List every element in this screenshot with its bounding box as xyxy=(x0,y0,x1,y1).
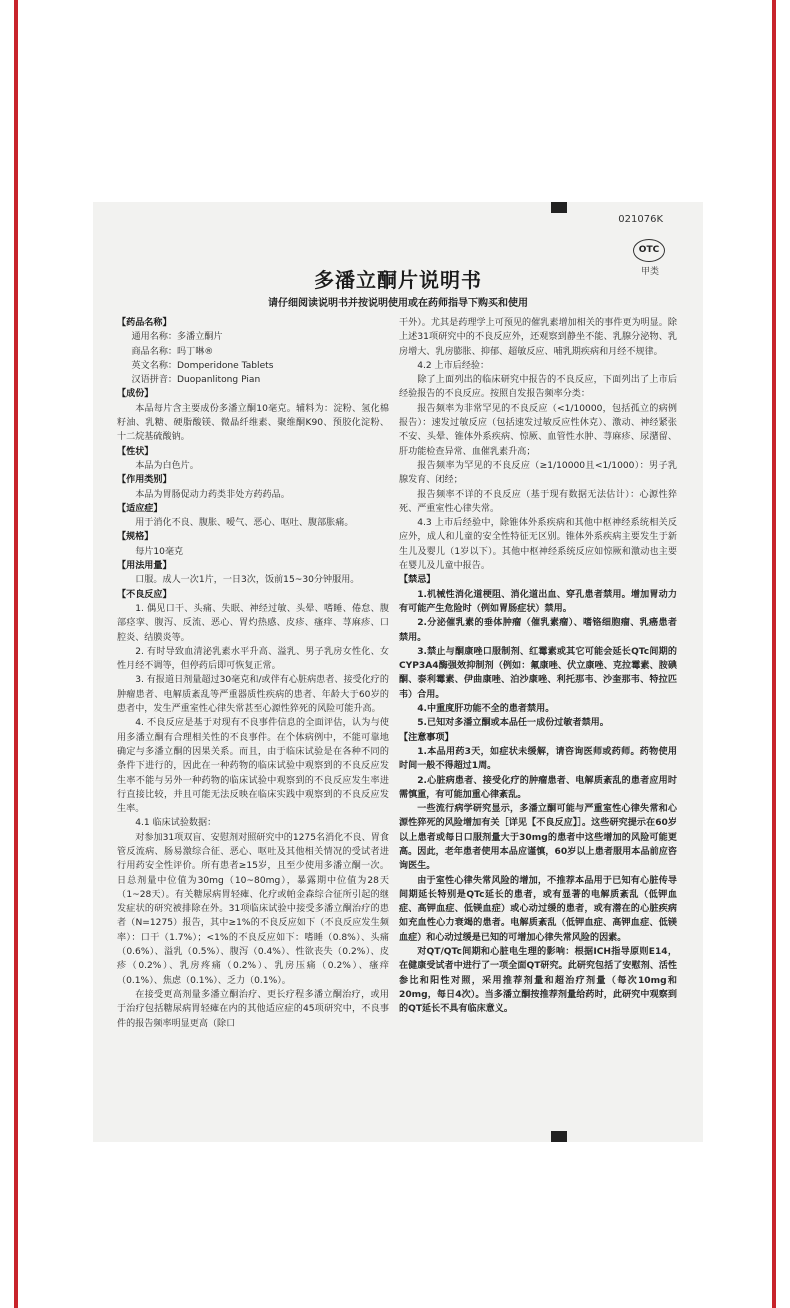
paragraph: 每片10毫克 xyxy=(135,546,184,557)
section-heading: 【禁忌】 xyxy=(399,575,436,586)
paragraph: 对参加31项双盲、安慰剂对照研究中的1275名消化不良、胃食管反流病、肠易激综合征、恶心、呕吐及其他相关情况的受试者进行用药安全性评价。所有患者≥15岁，且至少使用多潘立酮一次。日总剂量中位值为30mg（10~80mg），暴露期中位值为28天（1~28天）。有关糖尿病胃轻瘫、化疗或帕金森综合征所引起的继发症状的研究被排除在外。31项临床试验中接受多潘立酮治疗的患者（N=1275）报告，其中≥1%的不良反应如下（不良反应发生频率）：口干（1.7%）；<1%的不良反应如下：嗜睡（0.8%）、头痛（0.6%）、溢乳（0.5%）、腹泻（0.4%）、性欲丧失（0.2%）、皮疹（0.2%）、乳房疼痛（0.2%）、乳房压痛（0.2%）、瘙痒（0.1%）、焦虑（0.1%）、乏力（0.1%）。 xyxy=(117,832,389,986)
paragraph: 英文名称：Domperidone Tablets xyxy=(131,360,274,371)
paragraph: 4. 不良反应是基于对现有不良事件信息的全面评估，认为与使用多潘立酮有合理相关性的不良事件。在个体病例中，不能可靠地确定与多潘立酮的因果关系。而且，由于临床试验是在各种不同的条件下进行的，因此在一种药物的临床试验中观察到的不良反应发生率不能与另外一种药物的临床试验中观察到的不良反应发生率进行直接比较，并且可能无法反映在临床实践中观察到的不良反应发生率。 xyxy=(117,718,389,815)
section-heading: 【用法用量】 xyxy=(117,561,172,572)
leaflet-sheet xyxy=(93,202,703,1142)
left-red-border xyxy=(14,0,18,1308)
paragraph: 通用名称：多潘立酮片 xyxy=(131,332,223,343)
paragraph: 本品为白色片。 xyxy=(135,460,199,471)
paragraph: 在接受更高剂量多潘立酮治疗、更长疗程多潘立酮治疗，或用于治疗包括糖尿病胃轻瘫在内的其他适应症的45项研究中，不良事件的报告频率明显更高（除口 xyxy=(117,989,389,1029)
bottom-register-mark xyxy=(551,1131,567,1142)
paragraph: 由于室性心律失常风险的增加，不推荐本品用于已知有心脏传导间期延长特别是QTc延长的患者，或有显著的电解质紊乱（低钾血症、高钾血症、低镁血症）或心动过缓的患者，或有潜在的心脏疾病如充血性心力衰竭的患者。电解质紊乱（低钾血症、高钾血症、低镁血症）和心动过缓是已知的可增加心律失常风险的因素。 xyxy=(399,875,677,943)
paragraph: 本品每片含主要成份多潘立酮10毫克。辅料为：淀粉、氢化棉籽油、乳糖、硬脂酸镁、微晶纤维素、聚维酮K90、预胶化淀粉、十二烷基硫酸钠。 xyxy=(117,403,389,443)
section-heading: 【不良反应】 xyxy=(117,589,172,600)
section-heading: 【适应症】 xyxy=(117,503,163,514)
section-heading: 【作用类别】 xyxy=(117,475,172,486)
otc-class-label: 甲类 xyxy=(641,267,660,277)
paragraph: 除了上面列出的临床研究中报告的不良反应，下面列出了上市后经验报告的不良反应。按照自发报告频率分类： xyxy=(399,375,677,400)
top-register-mark xyxy=(551,202,567,213)
paragraph: 报告频率为非常罕见的不良反应（<1/10000，包括孤立的病例报告）：速发过敏反应（包括速发过敏反应性休克）、激动、神经紧张不安、头晕、锥体外系疾病、惊厥、血管性水肿、荨麻疹、尿潴留、肝功能检查异常、血催乳素升高； xyxy=(399,403,677,457)
paragraph: 1. 偶见口干、头痛、失眠、神经过敏、头晕、嗜睡、倦怠、腹部痉挛、腹泻、反流、恶心、胃灼热感、皮疹、瘙痒、荨麻疹、口腔炎、结膜炎等。 xyxy=(117,603,389,643)
paragraph: 2.心脏病患者、接受化疗的肿瘤患者、电解质紊乱的患者应用时需慎重，有可能加重心律紊乱。 xyxy=(399,775,677,800)
paragraph: 2.分泌催乳素的垂体肿瘤（催乳素瘤）、嗜铬细胞瘤、乳癌患者禁用。 xyxy=(399,618,677,643)
paragraph: 2. 有时导致血清泌乳素水平升高、溢乳、男子乳房女性化、女性月经不调等，但停药后即可恢复正常。 xyxy=(117,646,389,672)
paragraph: 汉语拼音：Duopanlitong Pian xyxy=(131,375,261,386)
section-heading: 【成份】 xyxy=(117,389,154,400)
paragraph: 4.中重度肝功能不全的患者禁用。 xyxy=(417,704,555,715)
paragraph: 口服。成人一次1片，一日3次，饭前15~30分钟服用。 xyxy=(135,575,360,586)
page-subtitle: 请仔细阅读说明书并按说明使用或在药师指导下购买和使用 xyxy=(268,298,528,309)
paragraph: 报告频率不详的不良反应（基于现有数据无法估计）：心源性猝死、严重室性心律失常。 xyxy=(399,489,677,514)
section-heading: 【规格】 xyxy=(117,532,154,543)
paragraph: 1.机械性消化道梗阻、消化道出血、穿孔患者禁用。增加胃动力有可能产生危险时（例如胃肠症状）禁用。 xyxy=(399,589,677,614)
paragraph: 3. 有报道日剂量超过30毫克和/或伴有心脏病患者、接受化疗的肿瘤患者、电解质紊乱等严重器质性疾病的患者、年龄大于60岁的患者中，发生严重室性心律失常甚至心源性猝死的风险可能升高。 xyxy=(117,675,389,715)
paragraph: 1.本品用药3天，如症状未缓解，请咨询医师或药师。药物使用时间一般不得超过1周。 xyxy=(399,746,677,772)
paragraph: 4.2 上市后经验： xyxy=(417,360,490,371)
paragraph: 一些流行病学研究显示，多潘立酮可能与严重室性心律失常和心源性猝死的风险增加有关［详见【不良反应】］。这些研究提示在60岁以上患者或每日口服剂量大于30mg的患者中这些增加的风险可能更高。因此，老年患者使用本品应谨慎，60岁以上患者服用本品前应咨询医生。 xyxy=(399,804,677,872)
paragraph: 用于消化不良、腹胀、嗳气、恶心、呕吐、腹部胀痛。 xyxy=(135,518,354,529)
section-heading: 【注意事项】 xyxy=(399,732,454,743)
right-red-border xyxy=(772,0,776,1308)
paragraph: 4.3 上市后经验中，除锥体外系疾病和其他中枢神经系统相关反应外，成人和儿童的安全性特征无区别。锥体外系疾病主要发生于新生儿及婴儿（1岁以下）。其他中枢神经系统反应如惊厥和激动也主要在婴儿及儿童中报告。 xyxy=(399,518,677,572)
document-code: 021076K xyxy=(618,214,663,225)
page-title: 多潘立酮片说明书 xyxy=(314,268,482,292)
otc-badge: OTC xyxy=(633,239,665,262)
left-column xyxy=(117,316,389,1031)
paragraph: 本品为胃肠促动力药类非处方药药品。 xyxy=(135,489,290,500)
paragraph: 商品名称：吗丁啉® xyxy=(131,346,214,357)
paragraph: 报告频率为罕见的不良反应（≥1/10000且<1/1000）：男子乳腺发育、闭经； xyxy=(399,460,677,486)
section-heading: 【性状】 xyxy=(117,446,154,457)
right-column xyxy=(399,316,677,1017)
section-heading: 【药品名称】 xyxy=(117,318,172,328)
paragraph: 干外）。尤其是药理学上可预见的催乳素增加相关的事件更为明显。除上述31项研究中的不良反应外，还观察到静坐不能、乳腺分泌物、乳房增大、乳房膨胀、抑郁、超敏反应、哺乳期疾病和月经不规律。 xyxy=(399,318,677,357)
paragraph: 对QT/QTc间期和心脏电生理的影响：根据ICH指导原则E14，在健康受试者中进行了一项全面QT研究。此研究包括了安慰剂、活性参比和阳性对照，采用推荐剂量和超治疗剂量（每次10mg和20mg，每日4次）。当多潘立酮按推荐剂量给药时，此研究中观察到的QT延长不具有临床意义。 xyxy=(399,947,677,1015)
paragraph: 5.已知对多潘立酮或本品任一成份过敏者禁用。 xyxy=(417,718,609,729)
paragraph: 3.禁止与酮康唑口服制剂、红霉素或其它可能会延长QTc间期的CYP3A4酶强效抑制剂（例如：氟康唑、伏立康唑、克拉霉素、胺碘酮、泰利霉素、伊曲康唑、泊沙康唑、利托那韦、沙奎那韦、特拉匹韦）合用。 xyxy=(399,646,677,700)
paragraph: 4.1 临床试验数据： xyxy=(135,818,217,829)
